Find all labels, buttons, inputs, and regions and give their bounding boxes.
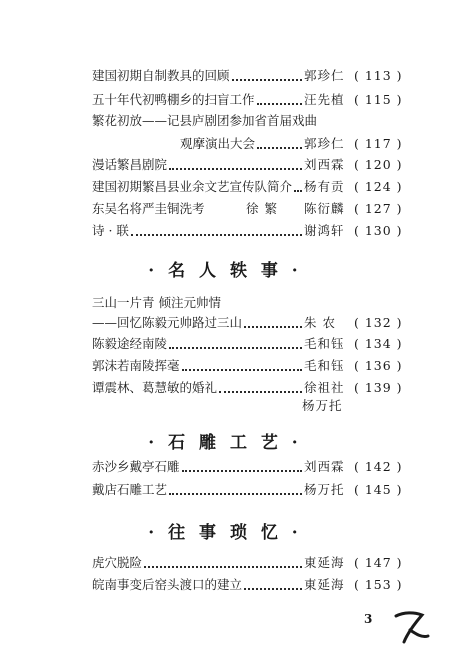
entry-author: 毛和钰 bbox=[304, 358, 345, 373]
dot-leader bbox=[244, 587, 302, 590]
entry-page: ( 130 ) bbox=[354, 223, 403, 238]
entry-page: ( 132 ) bbox=[354, 315, 403, 330]
entry-title: 皖南事变后窑头渡口的建立 bbox=[92, 577, 243, 592]
entry-author: 刘西霖 bbox=[304, 157, 345, 172]
dot-leader bbox=[257, 146, 302, 149]
entry-title-line1: 三山一片青 倾注元帅情 bbox=[92, 295, 221, 310]
toc-entry bbox=[92, 553, 402, 573]
toc-entry bbox=[92, 221, 402, 241]
entry-title: 建国初期繁昌县业余文艺宣传队简介 bbox=[92, 179, 293, 194]
dot-leader bbox=[182, 469, 302, 472]
entry-page: ( 117 ) bbox=[354, 136, 403, 151]
entry-author: 杨有贡 bbox=[304, 179, 345, 194]
dot-leader bbox=[244, 325, 302, 328]
toc-entry bbox=[92, 313, 402, 333]
entry-co-author: 徐 繁 bbox=[246, 201, 278, 216]
handwritten-mark bbox=[392, 606, 432, 646]
entry-title: 五十年代初鸭棚乡的扫盲工作 bbox=[92, 92, 255, 107]
entry-author: 刘西霖 bbox=[304, 459, 345, 474]
entry-page: ( 115 ) bbox=[354, 92, 403, 107]
entry-title: 谭震林、葛慧敏的婚礼 bbox=[92, 380, 218, 395]
toc-entry bbox=[92, 457, 402, 477]
section-heading: · 石 雕 工 艺 · bbox=[148, 433, 302, 453]
entry-author: 毛和钰 bbox=[304, 336, 345, 351]
dot-leader bbox=[131, 233, 302, 236]
entry-page: ( 124 ) bbox=[354, 179, 403, 194]
entry-page: ( 134 ) bbox=[354, 336, 403, 351]
toc-entry bbox=[92, 480, 402, 500]
entry-author: 汪先植 bbox=[304, 92, 345, 107]
entry-page: ( 127 ) bbox=[354, 201, 403, 216]
entry-title: 建国初期自制教具的回顾 bbox=[92, 68, 230, 83]
entry-title: 东吴名将严圭铜洗考 bbox=[92, 201, 205, 216]
entry-author: 谢鸿轩 bbox=[304, 223, 345, 238]
toc-entry bbox=[92, 378, 402, 398]
entry-author: 東延海 bbox=[304, 577, 345, 592]
dot-leader bbox=[294, 189, 302, 192]
entry-page: ( 120 ) bbox=[354, 157, 403, 172]
toc-entry bbox=[92, 334, 402, 354]
entry-title: 漫话繁昌剧院 bbox=[92, 157, 168, 172]
dot-leader bbox=[169, 346, 302, 349]
toc-entry bbox=[92, 90, 402, 110]
entry-page: ( 153 ) bbox=[354, 577, 403, 592]
entry-page: ( 147 ) bbox=[354, 555, 403, 570]
entry-title: 陈毅途经南陵 bbox=[92, 336, 168, 351]
entry-second-author: 杨万托 bbox=[302, 398, 343, 413]
entry-author: 郭珍仁 bbox=[304, 136, 345, 151]
dot-leader bbox=[257, 102, 302, 105]
entry-page: ( 142 ) bbox=[354, 459, 403, 474]
dot-leader bbox=[169, 167, 302, 170]
entry-title: 诗 · 联 bbox=[92, 223, 129, 238]
entry-title: 虎穴脱险 bbox=[92, 555, 143, 570]
section-heading: · 名 人 轶 事 · bbox=[148, 261, 302, 281]
dot-leader bbox=[182, 368, 302, 371]
section-heading: · 往 事 琐 忆 · bbox=[148, 523, 302, 543]
toc-entry bbox=[92, 155, 402, 175]
entry-title: 郭沫若南陵挥毫 bbox=[92, 358, 180, 373]
entry-page: ( 136 ) bbox=[354, 358, 403, 373]
page-number: 3 bbox=[364, 612, 373, 626]
entry-title: 戴店石雕工艺 bbox=[92, 482, 168, 497]
entry-author: 陈衍麟 bbox=[304, 201, 345, 216]
entry-title: ——回忆陈毅元帅路过三山 bbox=[92, 315, 243, 330]
entry-page: ( 139 ) bbox=[354, 380, 403, 395]
entry-title-line1: 繁花初放——记县庐剧团参加省首届戏曲 bbox=[92, 113, 318, 128]
dot-leader bbox=[219, 390, 302, 393]
toc-entry bbox=[92, 177, 402, 197]
entry-author: 杨万托 bbox=[304, 482, 345, 497]
entry-author: 郭珍仁 bbox=[304, 68, 345, 83]
toc-entry bbox=[92, 575, 402, 595]
dot-leader bbox=[169, 492, 302, 495]
toc-entry bbox=[92, 199, 402, 219]
entry-author: 朱 农 bbox=[304, 315, 336, 330]
entry-author: 東延海 bbox=[304, 555, 345, 570]
entry-title: 赤沙乡戴亭石雕 bbox=[92, 459, 180, 474]
dot-leader bbox=[232, 78, 302, 81]
entry-author: 徐祖社 bbox=[304, 380, 345, 395]
toc-entry bbox=[92, 66, 402, 86]
toc-entry bbox=[180, 134, 402, 154]
dot-leader bbox=[144, 565, 302, 568]
toc-entry bbox=[92, 356, 402, 376]
entry-page: ( 113 ) bbox=[354, 68, 403, 83]
entry-title: 观摩演出大会 bbox=[180, 136, 256, 151]
entry-page: ( 145 ) bbox=[354, 482, 403, 497]
